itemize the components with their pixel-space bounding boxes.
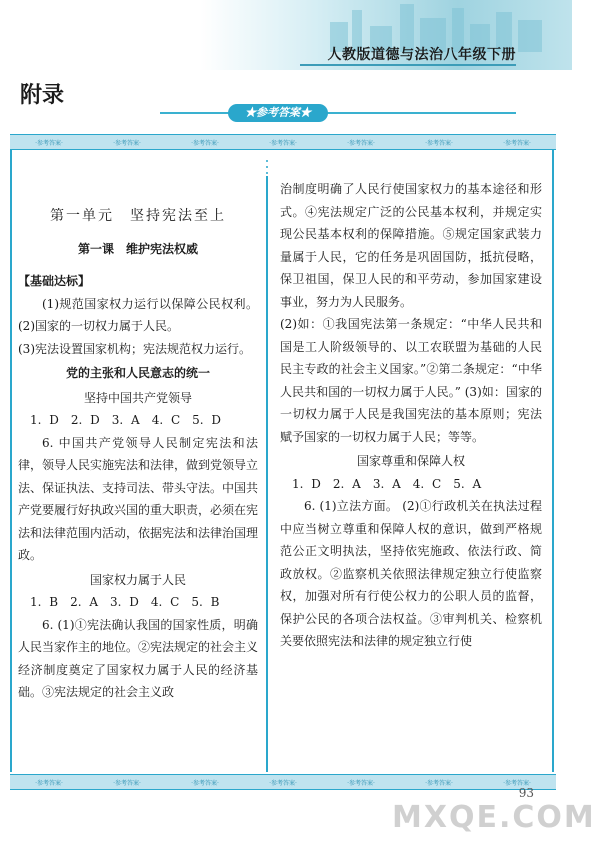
ribbon-label: ·参考答案· [503, 139, 531, 147]
right-column [280, 178, 542, 653]
ribbon-label: ·参考答案· [425, 779, 453, 787]
answers-line-2: 1. B 2. A 3. D 4. C 5. B [30, 595, 220, 609]
ribbon-label: ·参考答案· [35, 139, 63, 147]
answer-key-banner: ★参考答案★ [228, 104, 328, 122]
book-title: 人教版道德与法治八年级下册 [327, 47, 516, 63]
heading-power: 国家权力属于人民 [89, 572, 186, 587]
ribbon-label: ·参考答案· [269, 139, 297, 147]
page-number: 93 [518, 786, 534, 800]
basic-answer-2: (3)宪法设置国家机构；宪法规范权力运行。 [18, 341, 251, 356]
answers-line-1: 1. D 2. D 3. A 4. C 5. D [30, 413, 222, 427]
ribbon-label: ·参考答案· [35, 779, 63, 787]
header-rule [300, 64, 516, 66]
lesson-title: 第一课 维护宪法权威 [77, 241, 198, 256]
question-6-party: 6. 中国共产党领导人民制定宪法和法律，领导人民实施宪法和法律，做到党领导立法、保证执法、支持司法、带头守法。中国共产党要履行好执政兴国的重大职责，必须在宪法和法律范围内活动，依据宪法和法律治国理政。 [18, 435, 259, 562]
appendix-title: 附录 [20, 83, 65, 108]
top-ribbon [10, 134, 556, 150]
divider-dot [266, 160, 268, 162]
column-divider [266, 176, 268, 772]
bottom-ribbon [10, 774, 556, 790]
answers-line-3: 1. D 2. A 3. A 4. C 5. A [292, 476, 482, 491]
question-6-power: 6. (1)①宪法确认我国的国家性质，明确人民当家作主的地位。②宪法规定的社会主义经济制度奠定了国家权力属于人民的经济基础。③宪法规定的社会主义政 [18, 617, 259, 699]
heading-party-sub: 坚持中国共产党领导 [83, 390, 192, 405]
ribbon-label: ·参考答案· [113, 139, 141, 147]
ribbon-label: ·参考答案· [347, 779, 375, 787]
right-paragraph-2: (2)如：①我国宪法第一条规定：“中华人民共和国是工人阶级领导的、以工农联盟为基础的人民民主专政的社会主义国家。”②第二条规定：“中华人民共和国的一切权力属于人民。” (3)如：国家的一切权力属于人民是我国宪法的基本原则；宪法赋予国家的一切权力属于人民；等等。 [280, 317, 542, 444]
ribbon-label: ·参考答案· [503, 779, 531, 787]
divider-dot [266, 166, 268, 168]
ribbon-label: ·参考答案· [347, 139, 375, 147]
ribbon-label: ·参考答案· [269, 779, 297, 787]
left-column [18, 205, 258, 704]
ribbon-label: ·参考答案· [425, 139, 453, 147]
right-paragraph-1: 治制度明确了人民行使国家权力的基本途径和形式。④宪法规定广泛的公民基本权利，并规定实现公民基本权利的保障措施。⑤规定国家武装力量属于人民，它的任务是巩固国防，抵抗侵略，保卫祖国，保卫人民的和平劳动，参加国家建设事业，努力为人民服务。 [280, 182, 542, 309]
ribbon-label: ·参考答案· [191, 779, 219, 787]
section-basic-label: 【基础达标】 [18, 274, 91, 288]
heading-party: 党的主张和人民意志的统一 [65, 366, 210, 380]
ribbon-label: ·参考答案· [113, 779, 141, 787]
unit-title: 第一单元 坚持宪法至上 [50, 208, 226, 224]
watermark: MXQE.COM [392, 800, 596, 835]
question-6-rights: 6. (1)立法方面。 (2)①行政机关在执法过程中应当树立尊重和保障人权的意识，做到严格规范公正文明执法，坚持依宪施政、依法行政、简政放权。②监察机关依照法律规定独立行使监察权，加强对所有行使公权力的公职人员的监督，保护公民的各项合法权益。③审判机关、检察机关要依照宪法和法律的规定独立行使 [280, 499, 542, 648]
ribbon-label: ·参考答案· [191, 139, 219, 147]
basic-answer-1: (1)规范国家权力运行以保障公民权利。 (2)国家的一切权力属于人民。 [18, 296, 258, 333]
heading-rights: 国家尊重和保障人权 [356, 454, 465, 468]
divider-dot [266, 172, 268, 174]
banner-line [160, 112, 516, 114]
